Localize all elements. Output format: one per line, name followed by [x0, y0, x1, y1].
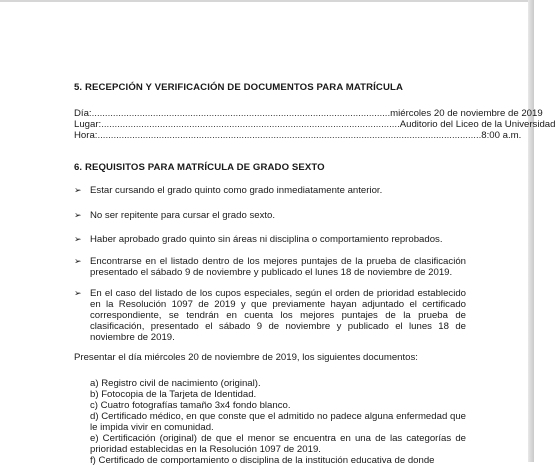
- documents-list: [90, 378, 466, 466]
- arrow-bullet-icon: ➢: [74, 234, 82, 244]
- requirement-item: [74, 210, 466, 221]
- document-item: a) Registro civil de nacimiento (original).: [90, 378, 261, 389]
- info-label: Lugar:: [74, 119, 102, 130]
- leader-dots: ................................................................................................................: [91, 108, 391, 119]
- document-item: f) Certificado de comportamiento o disciplina de la institución educativa de donde: [90, 455, 435, 466]
- info-value: miércoles 20 de noviembre de 2019: [390, 108, 543, 119]
- section-5-heading: 5. RECEPCIÓN Y VERIFICACIÓN DE DOCUMENTOS PARA MATRÍCULA: [74, 82, 403, 93]
- arrow-bullet-icon: ➢: [74, 210, 82, 220]
- scan-right-edge: [528, 0, 534, 462]
- leader-dots: ................................................................................................................: [101, 119, 400, 130]
- leader-dots: ................................................................................................................................................: [97, 130, 482, 141]
- document-item: e) Certificación (original) de que el menor se encuentra en una de las categorías de prioridad establecidas en la Resolución 1097 de 2019.: [90, 433, 466, 455]
- arrow-bullet-icon: ➢: [74, 185, 82, 195]
- present-documents-text: Presentar el día miércoles 20 de noviembre de 2019, los siguientes documentos:: [74, 352, 418, 363]
- requirement-text: Haber aprobado grado quinto sin áreas ni disciplina o comportamiento reprobados.: [90, 234, 443, 245]
- requirement-item: [74, 234, 466, 245]
- document-item: d) Certificado médico, en que conste que el admitido no padece alguna enfermedad que le impida vivir en comunidad.: [90, 411, 466, 433]
- info-value: 8:00 a.m.: [481, 130, 522, 141]
- requirement-item: [74, 288, 466, 343]
- section-6-heading: 6. REQUISITOS PARA MATRÍCULA DE GRADO SEXTO: [74, 162, 325, 173]
- scan-top-border: [0, 0, 534, 2]
- info-row-dia: [74, 108, 543, 119]
- requirement-text: En el caso del listado de los cupos especiales, según el orden de prioridad establecido en la Resolución 1097 de 2019 y que previamente hayan adjuntado el certificado correspondiente, se tendrán en cuenta los mejores puntajes de la prueba de clasificación, presentado el sábado 9 de noviembre y publicado el lunes 18 de noviembre de 2019.: [90, 288, 466, 343]
- document-item: b) Fotocopia de la Tarjeta de Identidad.: [90, 389, 257, 400]
- requirement-text: No ser repitente para cursar el grado sexto.: [90, 210, 276, 221]
- arrow-bullet-icon: ➢: [74, 256, 82, 266]
- document-item: c) Cuatro fotografías tamaño 3x4 fondo blanco.: [90, 400, 291, 411]
- arrow-bullet-icon: ➢: [74, 288, 82, 298]
- info-label: Hora:: [74, 130, 98, 141]
- info-row-lugar: [74, 119, 555, 130]
- info-row-hora: [74, 130, 522, 141]
- requirement-text: Encontrarse en el listado dentro de los mejores puntajes de la prueba de clasificación presentado el sábado 9 de noviembre y publicado el lunes 18 de noviembre de 2019.: [90, 256, 466, 278]
- requirement-item: [74, 185, 466, 196]
- info-label: Día:: [74, 108, 92, 119]
- requirement-text: Estar cursando el grado quinto como grado inmediatamente anterior.: [90, 185, 383, 196]
- requirement-item: [74, 256, 466, 278]
- info-value: Auditorio del Liceo de la Universidad: [399, 119, 555, 130]
